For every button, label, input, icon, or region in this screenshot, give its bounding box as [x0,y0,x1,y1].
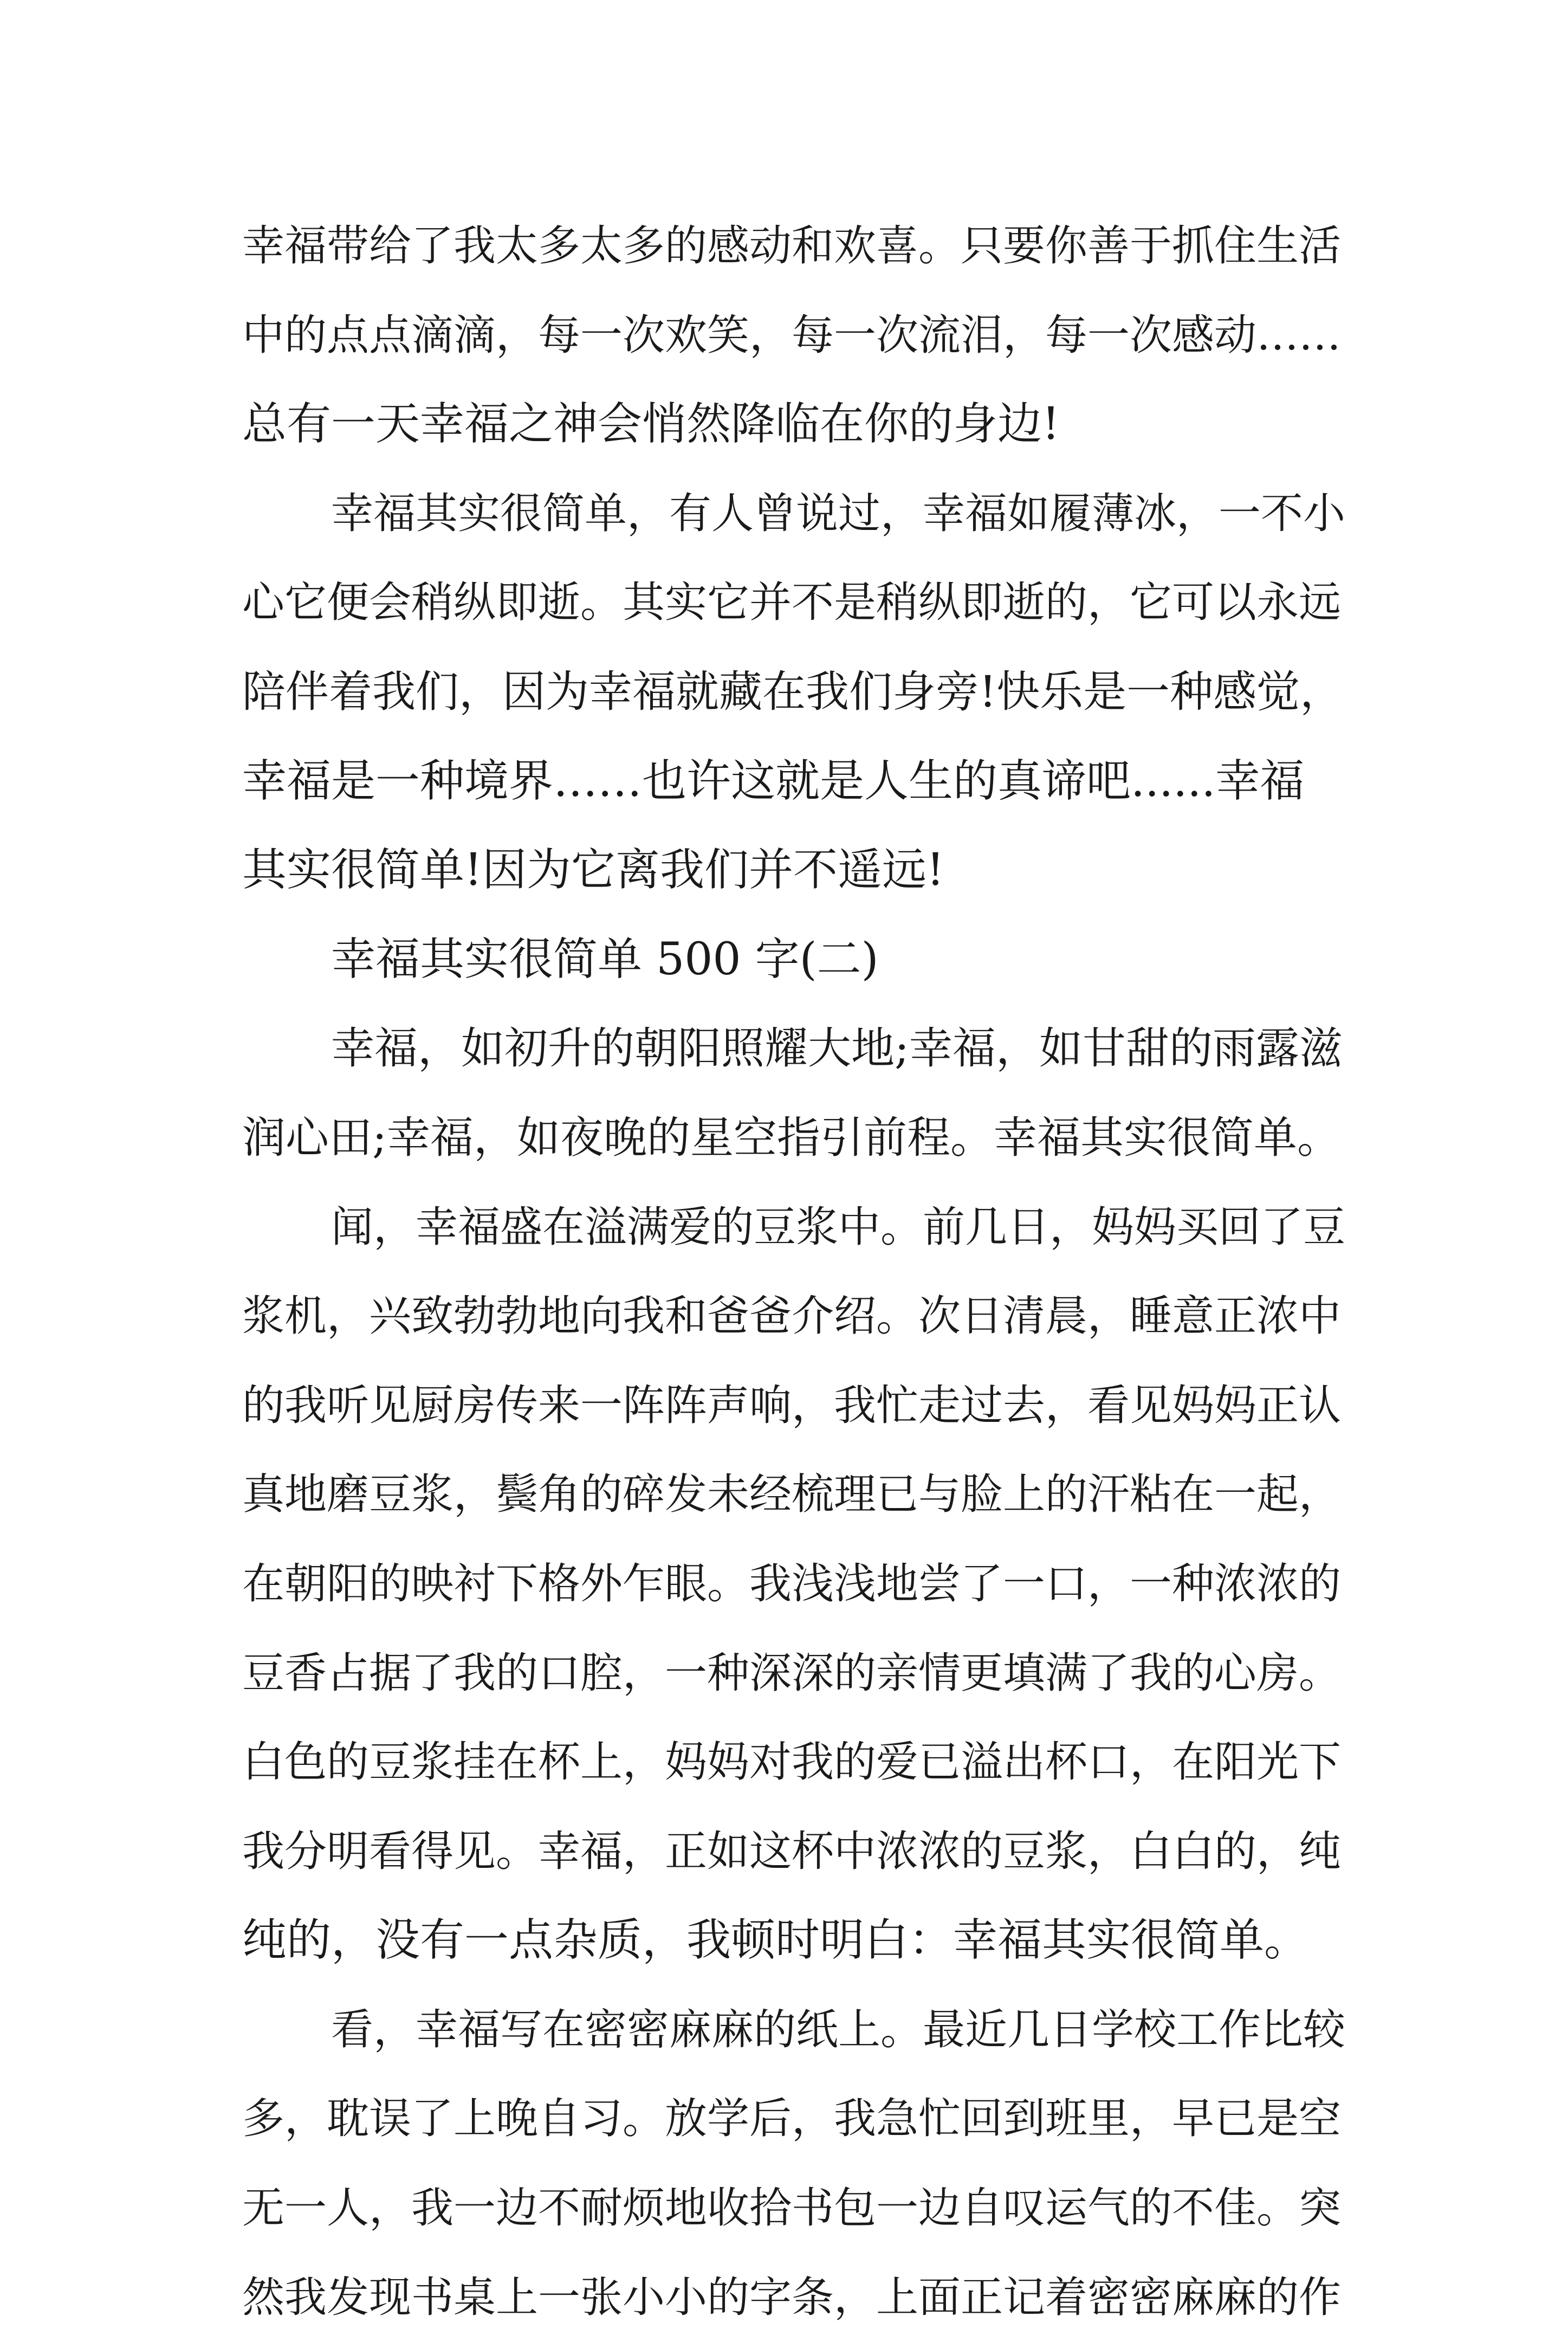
text-line: 闻，幸福盛在溢满爱的豆浆中。前几日，妈妈买回了豆 [331,1202,1346,1252]
text-line: 润心田;幸福，如夜晚的星空指引前程。幸福其实很简单。 [242,1112,1340,1163]
text-line: 然我发现书桌上一张小小的字条，上面正记着密密麻麻的作 [242,2273,1342,2322]
text-line: 其实很简单!因为它离我们并不遥远! [242,844,944,896]
document-body [242,202,1347,2342]
text-line: 陪伴着我们，因为幸福就藏在我们身旁!快乐是一种感觉， [242,666,1344,717]
text-line: 多，耽误了上晚自习。放学后，我急忙回到班里，早已是空 [242,2094,1342,2144]
text-line: 浆机，兴致勃勃地向我和爸爸介绍。次日清晨，睡意正浓中 [242,1292,1342,1341]
text-line: 白色的豆浆挂在杯上，妈妈对我的爱已溢出杯口，在阳光下 [242,1738,1342,1787]
text-line: 幸福是一种境界……也许这就是人生的真谛吧......幸福 [242,755,1305,807]
text-line: 总有一天幸福之神会悄然降临在你的身边! [242,398,1060,450]
text-line: 幸福其实很简单 500 字(二) [331,933,879,985]
text-line: 真地磨豆浆，鬓角的碎发未经梳理已与脸上的汗粘在一起， [242,1470,1342,1519]
text-line: 幸福带给了我太多太多的感动和欢喜。只要你善于抓住生活 [242,222,1342,270]
text-line: 看，幸福写在密密麻麻的纸上。最近几日学校工作比较 [331,2005,1346,2054]
text-line: 我分明看得见。幸福，正如这杯中浓浓的豆浆，白白的，纯 [242,1827,1342,1876]
text-line: 幸福，如初升的朝阳照耀大地;幸福，如甘甜的雨露滋 [331,1023,1343,1074]
text-line: 纯的，没有一点杂质，我顿时明白：幸福其实很简单。 [242,1914,1309,1966]
text-line: 心它便会稍纵即逝。其实它并不是稍纵即逝的，它可以永远 [242,578,1342,627]
text-line: 幸福其实很简单，有人曾说过，幸福如履薄冰，一不小 [331,489,1346,538]
text-line: 无一人，我一边不耐烦地收拾书包一边自叹运气的不佳。突 [242,2184,1342,2233]
text-line: 的我听见厨房传来一阵阵声响，我忙走过去，看见妈妈正认 [242,1381,1342,1430]
text-line: 中的点点滴滴，每一次欢笑，每一次流泪，每一次感动…… [242,310,1342,360]
text-line: 在朝阳的映衬下格外乍眼。我浅浅地尝了一口，一种浓浓的 [242,1559,1342,1608]
text-line: 豆香占据了我的口腔，一种深深的亲情更填满了我的心房。 [242,1648,1342,1698]
